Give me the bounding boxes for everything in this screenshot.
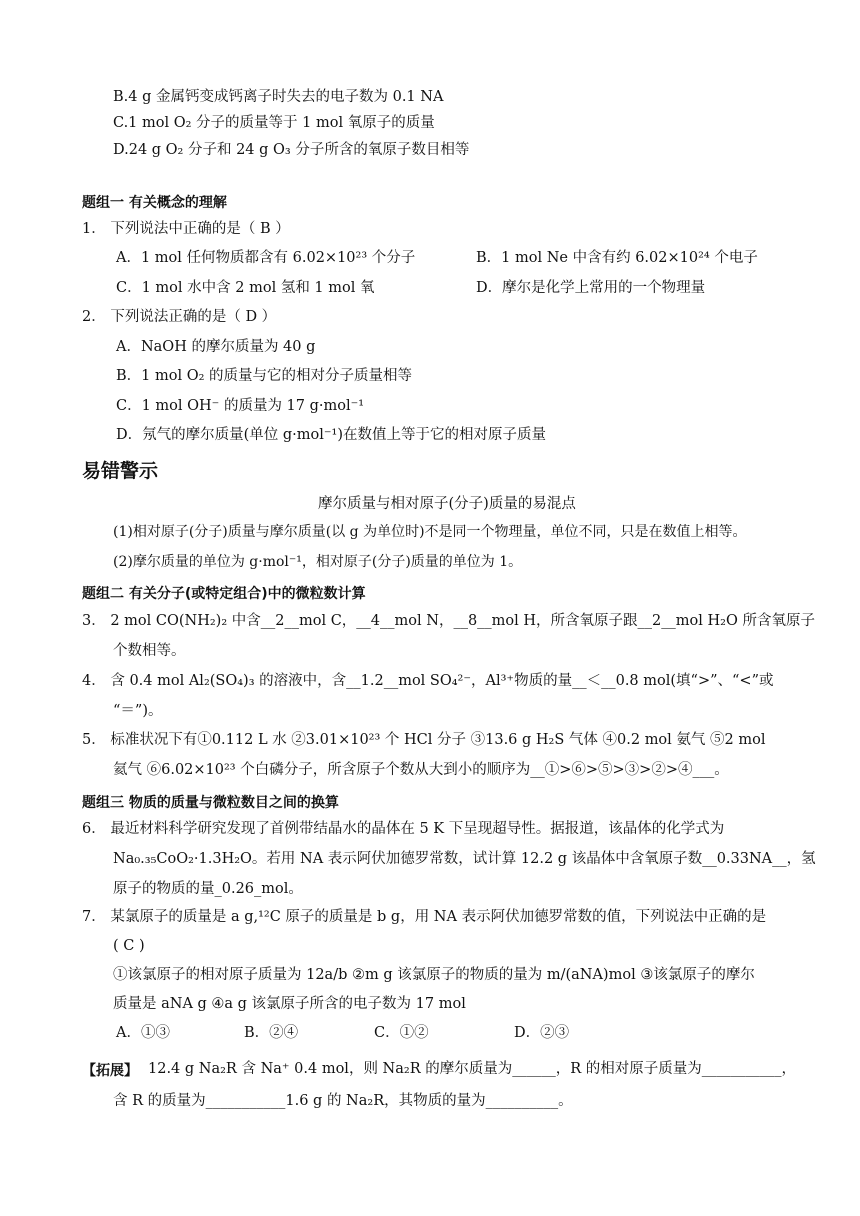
q2-stem: 2． 下列说法正确的是（ D ）	[82, 309, 277, 325]
q7-option-d: D．②③	[514, 1025, 570, 1041]
extension-label: 【拓展】	[82, 1063, 138, 1079]
q2-option-a: A．NaOH 的摩尔质量为 40 g	[116, 339, 316, 355]
q7-line-3: ①该氯原子的相对原子质量为 12a/b ②m g 该氯原子的物质的量为 m/(aNA)mol ③该氯原子的摩尔	[113, 967, 755, 983]
q7-option-a: A．①③	[116, 1025, 170, 1041]
q7-option-c: C．①②	[374, 1025, 429, 1041]
option-b-line: B.4 g 金属钙变成钙离子时失去的电子数为 0.1 NA	[113, 89, 444, 105]
q6-line-2: Na₀.₃₅CoO₂·1.3H₂O。若用 NA 表示阿伏加德罗常数，试计算 12.2 g 该晶体中含氧原子数__0.33NA__，氢	[113, 851, 816, 867]
warning-point-1: (1)相对原子(分子)质量与摩尔质量(以 g 为单位时)不是同一个物理量，单位不同，只是在数值上相等。	[113, 524, 747, 540]
q1-stem: 1． 下列说法中正确的是（ B ）	[82, 221, 290, 237]
q1-option-c: C．1 mol 水中含 2 mol 氢和 1 mol 氧	[116, 280, 375, 296]
q7-answer: ( C )	[113, 938, 145, 954]
warning-title: 易错警示	[82, 460, 159, 482]
q2-option-d: D．氖气的摩尔质量(单位 g·mol⁻¹)在数值上等于它的相对原子质量	[116, 427, 547, 443]
group2-title: 题组二 有关分子(或特定组合)中的微粒数计算	[82, 586, 366, 602]
group1-title: 题组一 有关概念的理解	[82, 195, 227, 211]
option-d-line: D.24 g O₂ 分子和 24 g O₃ 分子所含的氧原子数目相等	[113, 142, 470, 158]
q2-option-b: B．1 mol O₂ 的质量与它的相对分子质量相等	[116, 368, 413, 384]
option-c-line: C.1 mol O₂ 分子的质量等于 1 mol 氧原子的质量	[113, 115, 435, 131]
q4-line-2: “＝”)。	[113, 703, 163, 719]
q6-line-1: 6． 最近材料科学研究发现了首例带结晶水的晶体在 5 K 下呈现超导性。据报道，该晶体的化学式为	[82, 821, 725, 837]
q7-line-1: 7． 某氯原子的质量是 a g,¹²C 原子的质量是 b g，用 NA 表示阿伏加德罗常数的值，下列说法中正确的是	[82, 909, 767, 925]
q4-line-1: 4． 含 0.4 mol Al₂(SO₄)₃ 的溶液中，含__1.2__mol SO₄²⁻，Al³⁺物质的量__＜__0.8 mol(填“>”、“<”或	[82, 673, 774, 689]
q2-option-c: C．1 mol OH⁻ 的质量为 17 g·mol⁻¹	[116, 398, 365, 414]
q1-option-a: A．1 mol 任何物质都含有 6.02×10²³ 个分子	[116, 250, 416, 266]
extension-line-1: 12.4 g Na₂R 含 Na⁺ 0.4 mol，则 Na₂R 的摩尔质量为______，R 的相对原子质量为___________，	[148, 1061, 797, 1077]
q7-line-4: 质量是 aNA g ④a g 该氯原子所含的电子数为 17 mol	[113, 996, 466, 1012]
q3-line-2: 个数相等。	[113, 643, 186, 659]
warning-point-2: (2)摩尔质量的单位为 g·mol⁻¹，相对原子(分子)质量的单位为 1。	[113, 554, 523, 570]
q1-option-b: B．1 mol Ne 中含有约 6.02×10²⁴ 个电子	[476, 250, 758, 266]
extension-line-2: 含 R 的质量为___________1.6 g 的 Na₂R，其物质的量为__________。	[113, 1093, 573, 1109]
q7-option-b: B．②④	[244, 1025, 299, 1041]
warning-subtitle: 摩尔质量与相对原子(分子)质量的易混点	[318, 496, 576, 512]
q6-line-3: 原子的物质的量_0.26_mol。	[113, 881, 303, 897]
q1-option-d: D．摩尔是化学上常用的一个物理量	[476, 280, 706, 296]
group3-title: 题组三 物质的质量与微粒数目之间的换算	[82, 795, 339, 811]
q5-line-1: 5． 标准状况下有①0.112 L 水 ②3.01×10²³ 个 HCl 分子 ③13.6 g H₂S 气体 ④0.2 mol 氨气 ⑤2 mol	[82, 732, 766, 748]
q3-line-1: 3． 2 mol CO(NH₂)₂ 中含__2__mol C，__4__mol N，__8__mol H，所含氧原子跟__2__mol H₂O 所含氧原子	[82, 613, 815, 629]
q5-line-2: 氦气 ⑥6.02×10²³ 个白磷分子，所含原子个数从大到小的顺序为__①>⑥>⑤>③>②>④___。	[113, 762, 729, 778]
